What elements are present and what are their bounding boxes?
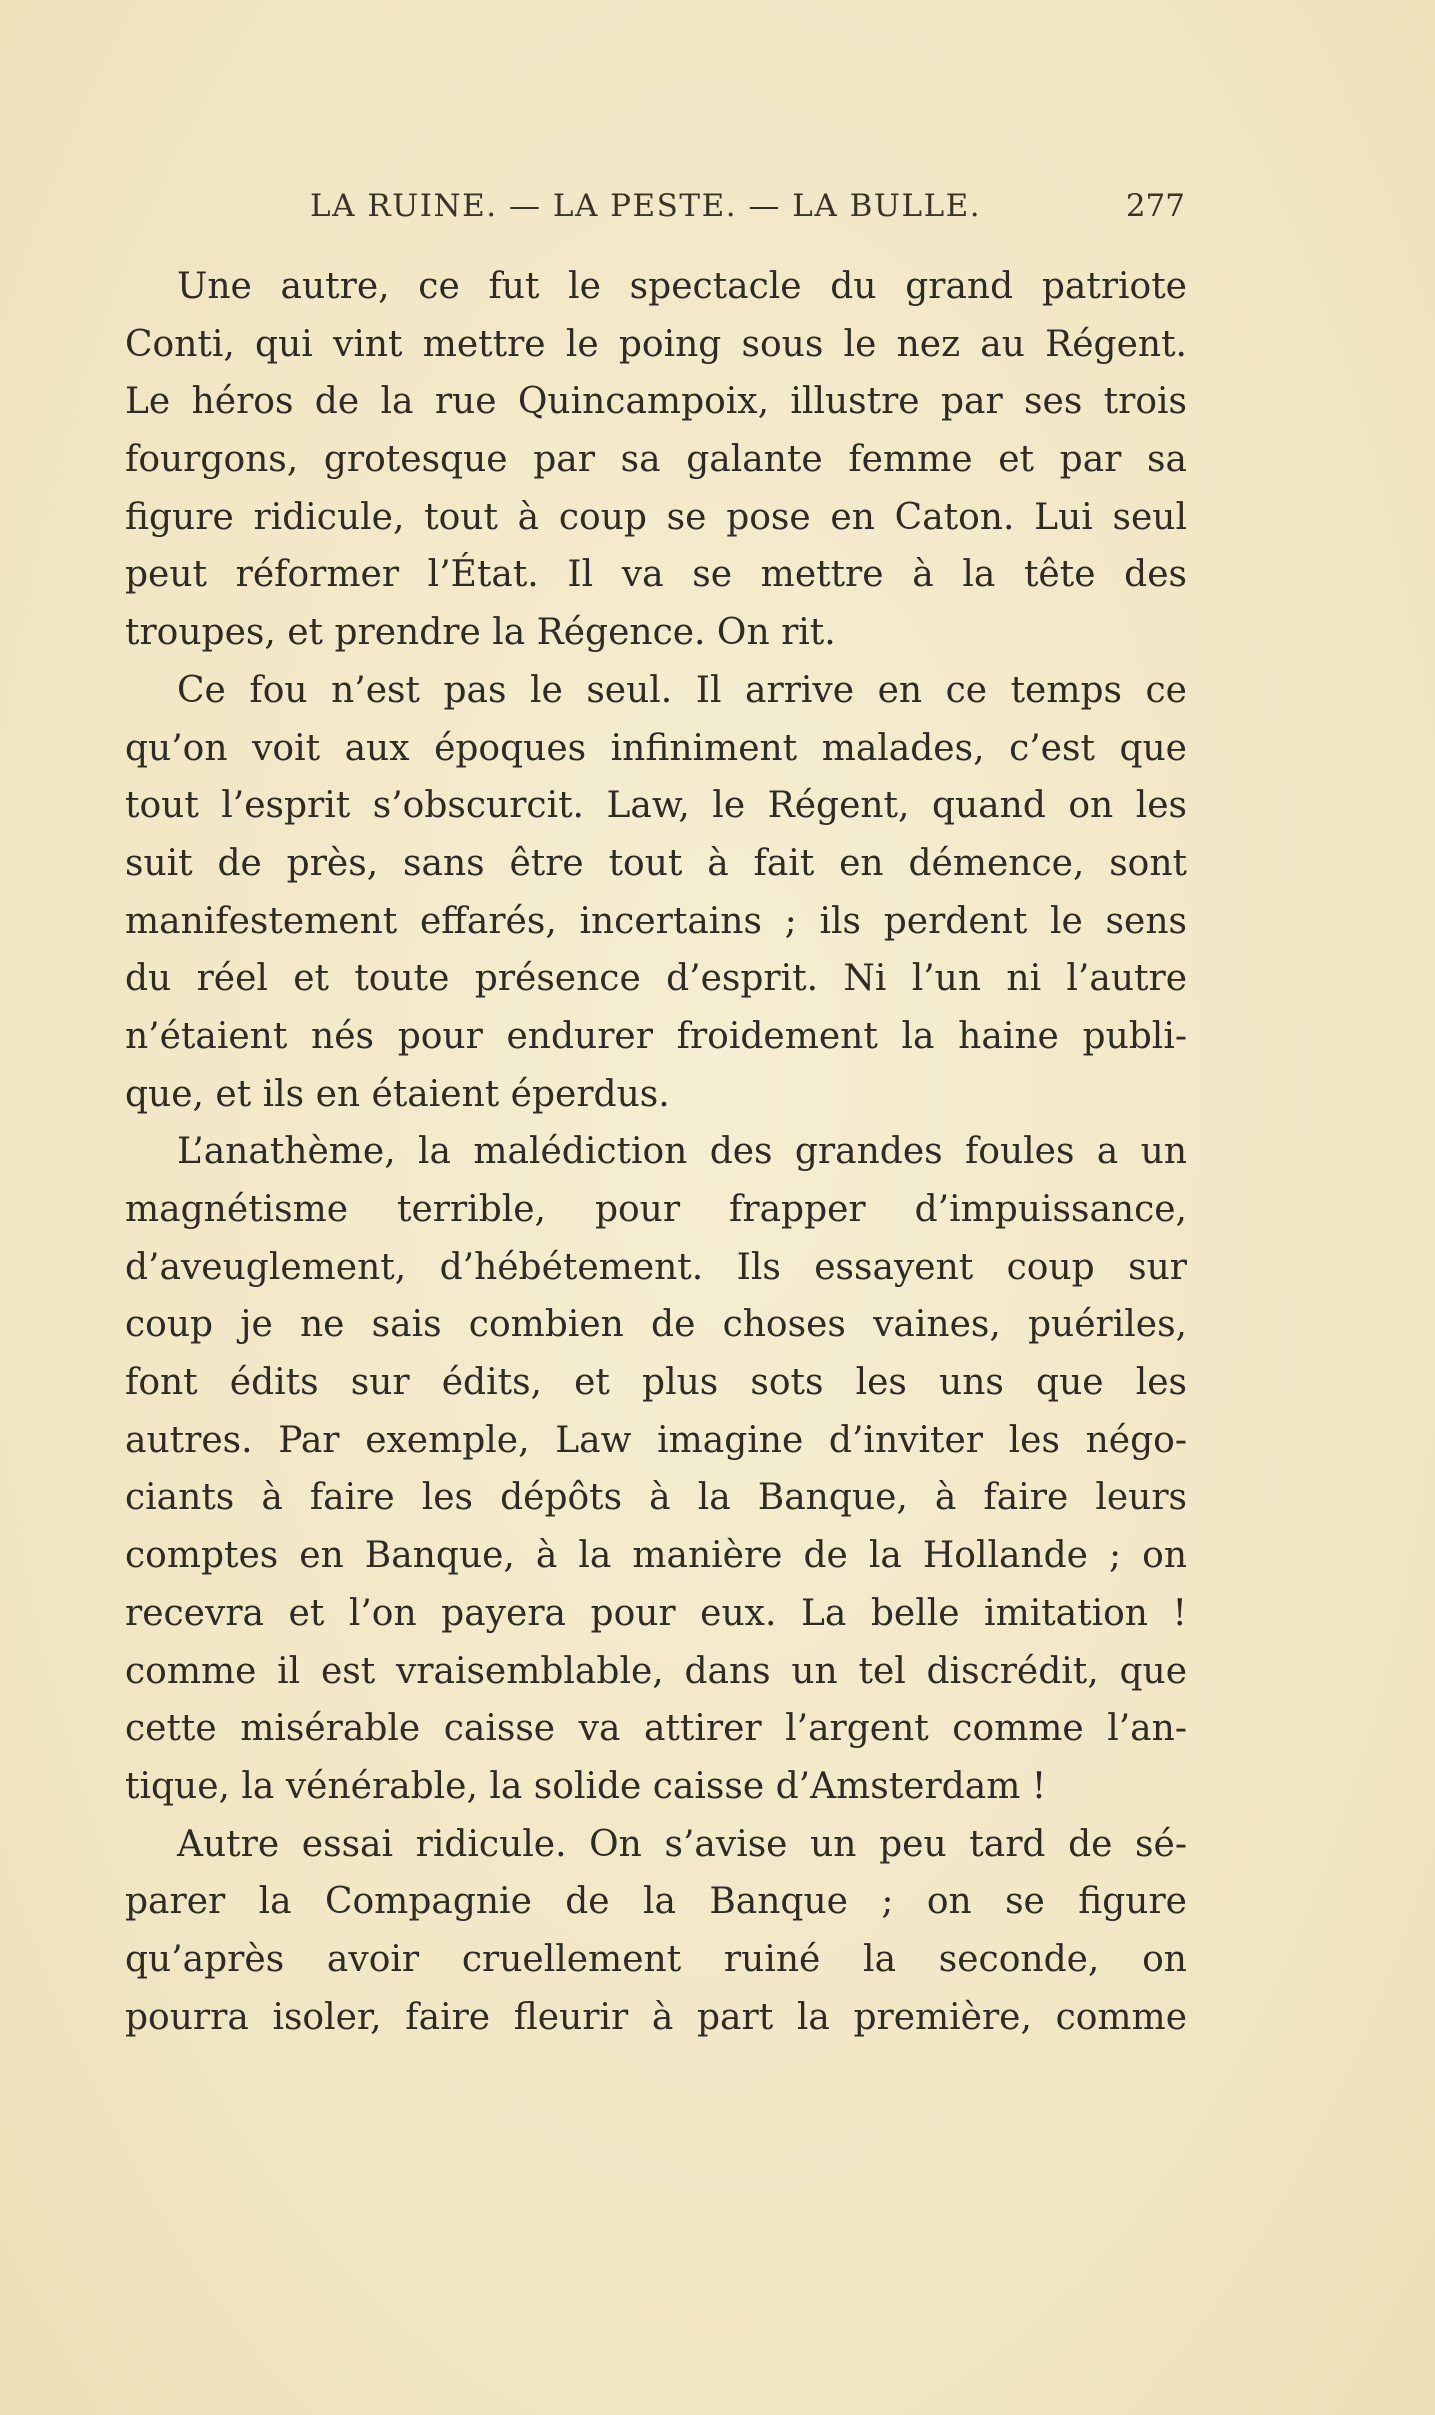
running-title: LA RUINE. — LA PESTE. — LA BULLE. [310,188,982,224]
text-line: manifestement effarés, incertains ; ils perdent le sens [125,900,1187,942]
text-line: du réel et toute présence d’esprit. Ni l’un ni l’autre [125,958,1187,1000]
text-line: Une autre, ce fut le spectacle du grand patriote [177,266,1187,307]
text-line: ciants à faire les dépôts à la Banque, à faire leurs [125,1477,1187,1519]
text-line: Le héros de la rue Quincampoix, illustre par ses trois [125,381,1187,423]
page-header [125,188,1185,238]
page-number: 277 [1125,188,1185,224]
text-line: comptes en Banque, à la manière de la Hollande ; on [125,1535,1187,1577]
text-line: Ce fou n’est pas le seul. Il arrive en ce temps ce [177,669,1187,711]
text-line: autres. Par exemple, Law imagine d’inviter les négo- [125,1419,1187,1461]
text-line: font édits sur édits, et plus sots les uns que les [125,1362,1187,1404]
text-line: pourra isoler, faire fleurir à part la première, comme [125,1996,1187,2038]
text-line: L’anathème, la malédiction des grandes foules a un [177,1131,1187,1173]
paragraph [125,1123,1187,1815]
text-line: fourgons, grotesque par sa galante femme et par sa [125,439,1187,481]
paragraph [125,662,1187,1124]
text-line: n’étaient nés pour endurer froidement la haine publi- [125,1015,1187,1057]
text-line: Conti, qui vint mettre le poing sous le nez au Régent. [125,323,1187,365]
text-line: figure ridicule, tout à coup se pose en Caton. Lui seul [125,496,1187,538]
paragraph [125,258,1187,662]
text-line: magnétisme terrible, pour frapper d’impuissance, [125,1189,1187,1230]
text-line: suit de près, sans être tout à fait en démence, sont [125,842,1187,884]
paragraph [125,1816,1187,2047]
text-line: qu’on voit aux époques infiniment malades, c’est que [125,727,1187,769]
text-line: peut réformer l’État. Il va se mettre à la tête des [125,554,1187,596]
text-line: tout l’esprit s’obscurcit. Law, le Régent, quand on les [125,785,1187,827]
text-line: recevra et l’on payera pour eux. La belle imitation ! [125,1592,1187,1634]
text-line: tique, la vénérable, la solide caisse d’Amsterdam ! [125,1765,1047,1807]
text-line: troupes, et prendre la Régence. On rit. [125,612,836,654]
text-line: qu’après avoir cruellement ruiné la seconde, on [125,1938,1187,1980]
text-line: parer la Compagnie de la Banque ; on se figure [125,1881,1187,1923]
text-line: Autre essai ridicule. On s’avise un peu tard de sé- [177,1823,1187,1865]
text-line: cette misérable caisse va attirer l’argent comme l’an- [125,1708,1187,1750]
text-line: d’aveuglement, d’hébétement. Ils essayent coup sur [125,1246,1187,1288]
text-line: comme il est vraisemblable, dans un tel discrédit, que [125,1650,1187,1692]
text-line: que, et ils en étaient éperdus. [125,1073,670,1115]
body-text [125,258,1187,2046]
text-line: coup je ne sais combien de choses vaines, puériles, [125,1304,1187,1346]
